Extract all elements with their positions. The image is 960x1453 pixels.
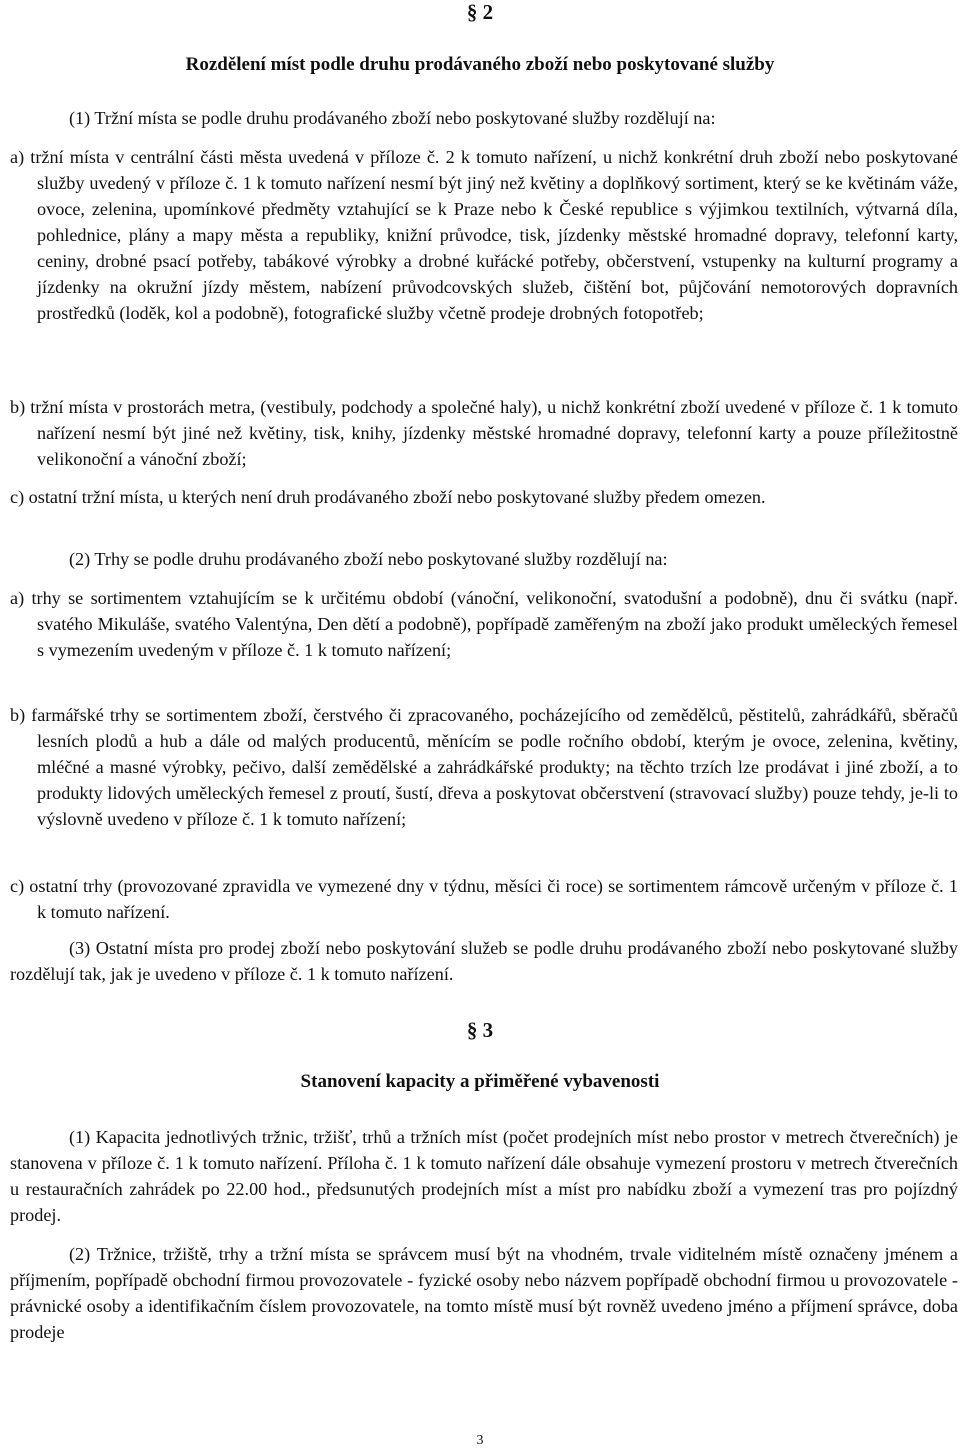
section-2-paragraph-1: (1) Tržní místa se podle druhu prodávaného zboží nebo poskytované služby rozdělují na:: [69, 108, 716, 128]
section-3-paragraph-2: (2) Tržnice, tržiště, trhy a tržní místa se správcem musí být na vhodném, trvale viditelném místě označeny jménem a příjmením, popřípadě obchodní firmou provozovatele - fyzické osoby nebo názvem popřípadě obchodní firmou u provozovatele - právnické osoby a identifikačním číslem provozovatele, na tomto místě musí být rovněž uvedeno jméno a příjmení správce, doba prodeje: [10, 1244, 958, 1342]
section-2-number: § 2: [466, 0, 494, 24]
section-2-title: Rozdělení míst podle druhu prodávaného zboží nebo poskytované služby: [185, 54, 775, 75]
section-3-paragraph-1: (1) Kapacita jednotlivých tržnic, tržišť, trhů a tržních míst (počet prodejních míst nebo prostor v metrech čtverečních) je stanovena v příloze č. 1 k tomuto nařízení. Příloha č. 1 k tomuto nařízení dále obsahuje vymezení prostoru v metrech čtverečních u restauračních zahrádek po 22.00 hod., předsunutých prodejních míst a míst pro nabídku zboží a vymezení tras pro pojízdný prodej.: [10, 1127, 958, 1225]
section-2-2-item-b: b) farmářské trhy se sortimentem zboží, čerstvého či zpracovaného, pocházejícího od zemědělců, pěstitelů, zahrádkářů, sběračů lesních plodů a hub a dále od malých producentů, měnícím se podle ročního období, kterým je ovoce, zelenina, květiny, mléčné a masné výrobky, pečivo, další zemědělské a zahrádkářské produkty; na těchto trzích lze prodávat i jiné zboží, a to produkty lidových uměleckých řemesel z proutí, šustí, dřeva a poskytovat občerstvení (stravovací služby) pouze tehdy, je-li to výslovně uvedeno v příloze č. 1 k tomuto nařízení;: [10, 705, 958, 829]
section-2-item-c: c) ostatní tržní místa, u kterých není druh prodávaného zboží nebo poskytované služby předem omezen.: [10, 487, 766, 507]
page-number: 3: [476, 1433, 484, 1448]
section-2-item-a: a) tržní místa v centrální části města uvedená v příloze č. 2 k tomuto nařízení, u nichž konkrétní druh zboží nebo poskytované služby uvedený v příloze č. 1 k tomuto nařízení nesmí být jiný než květiny a doplňkový sortiment, který se ke květinám váže, ovoce, zelenina, upomínkové předměty vztahující se k Praze nebo k České republice s výjimkou textilních, výtvarná díla, pohlednice, plány a mapy města a republiky, knižní průvodce, tisk, jízdenky městské hromadné dopravy, telefonní karty, ceniny, drobné psací potřeby, tabákové výrobky a drobné kuřácké potřeby, občerstvení, vstupenky na kulturní programy a jízdenky na okružní jízdy městem, nabízení průvodcovských služeb, čištění bot, půjčování nemotorových dopravních prostředků (loděk, kol a podobně), fotografické služby včetně prodeje drobných fotopotřeb;: [10, 147, 958, 323]
section-2-item-b: b) tržní místa v prostorách metra, (vestibuly, podchody a společné haly), u nichž konkrétní zboží uvedené v příloze č. 1 k tomuto nařízení nesmí být jiné než květiny, tisk, knihy, jízdenky městské hromadné dopravy, telefonní karty a pouze příležitostně velikonoční a vánoční zboží;: [10, 397, 958, 469]
section-3-title: Stanovení kapacity a přiměřené vybavenosti: [300, 1071, 660, 1092]
section-2-2-item-a: a) trhy se sortimentem vztahujícím se k určitému období (vánoční, velikonoční, svatodušní a podobně), dnu či svátku (např. svatého Mikuláše, svatého Valentýna, Den dětí a podobně), popřípadě zaměřeným na zboží jako produkt uměleckých řemesel s vymezením uvedeným v příloze č. 1 k tomuto nařízení;: [10, 588, 958, 660]
section-3-number: § 3: [466, 1018, 494, 1042]
section-2-paragraph-3: (3) Ostatní místa pro prodej zboží nebo poskytování služeb se podle druhu prodávaného zboží nebo poskytované služby rozdělují tak, jak je uvedeno v příloze č. 1 k tomuto nařízení.: [10, 938, 958, 984]
section-2-2-item-c: c) ostatní trhy (provozované zpravidla ve vymezené dny v týdnu, měsíci či roce) se sortimentem rámcově určeným v příloze č. 1 k tomuto nařízení.: [10, 876, 958, 922]
section-2-paragraph-2: (2) Trhy se podle druhu prodávaného zboží nebo poskytované služby rozdělují na:: [69, 549, 668, 569]
